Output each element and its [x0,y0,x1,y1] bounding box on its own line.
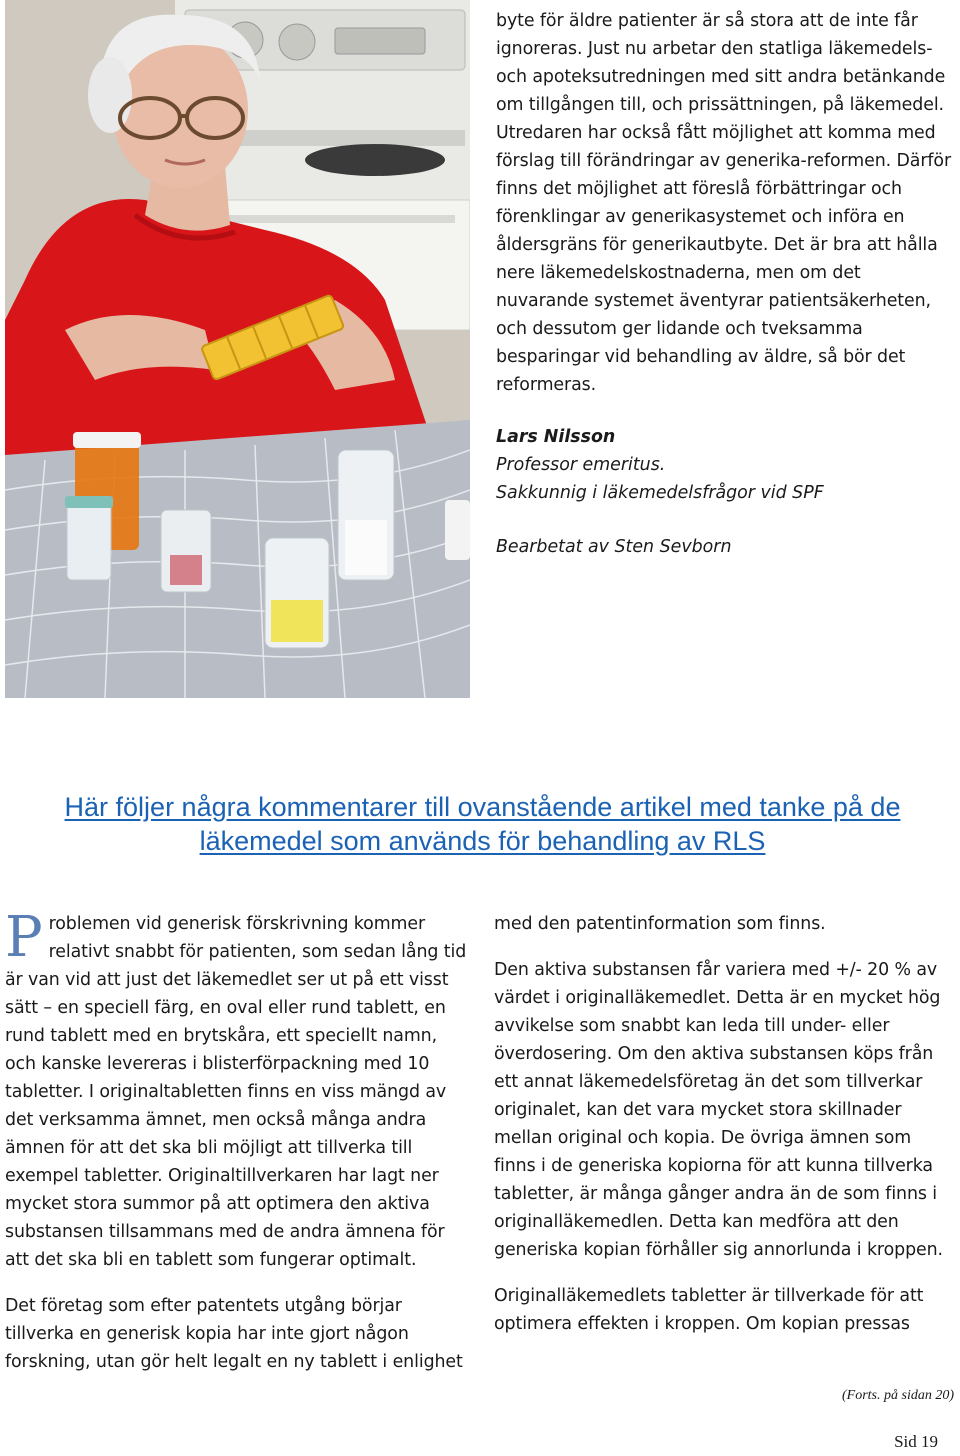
continued-note: (Forts. på sidan 20) [842,1388,954,1403]
left-paragraph-1-text: roblemen vid generisk förskrivning kommer relativt snabbt för patienten, som sedan lång tid är van vid att just det läkemedlet ser ut på ett visst sätt – en speciell färg, en oval eller rund tablett, en rund tablett med en brytskåra, ett speciellt namn, och kanske levereras i blisterförpackning med 10 tabletter. I originaltabletten finns en viss mängd av det verksamma ämnet, men också många andra ämnen för att det ska bli möjligt att tillverka till exempel tabletter. Originaltillverkaren har lagt ner mycket stora summor på att optimera den aktiva substansen tillsammans med de andra ämnena för att det ska bli en tablett som fungerar optimalt. [5,914,467,1270]
left-paragraph-1 [5,905,467,1274]
right-column [494,910,956,1338]
photo-elderly-woman-with-pillbox [5,0,470,698]
author-title: Professor emeritus. [496,455,666,475]
right-paragraph-3: Originalläkemedlets tabletter är tillverkade för att optimera effekten i kroppen. Om kopian pressas [494,1286,924,1334]
right-paragraph-1: med den patentinformation som finns. [494,914,826,934]
author-role: Sakkunnig i läkemedelsfrågor vid SPF [496,483,824,503]
article-paragraph: byte för äldre patienter är så stora att de inte får ignoreras. Just nu arbetar den statliga läkemedels- och apoteksutredningen med sitt andra betänkande om tillgången till, och prissättningen, på läkemedel. Utredaren har också fått möjlighet att komma med förslag till förändringar av generika-reformen. Därför finns det möjlighet att föreslå förbättringar och förenklingar av generikasystemet och införa en åldersgräns för generikautbyte. Det är bra att hålla nere läkemedelskostnaderna, men om det nuvarande systemet äventyrar patientsäkerheten, och dessutom ger lidande och tveksamma besparingar vid behandling av äldre, så bör det reformeras. [496,11,951,395]
page-number: Sid 19 [894,1432,938,1451]
section-heading-line-1: Här följer några kommentarer till ovanstående artikel med tanke på de [64,792,901,822]
drop-cap: P [5,905,43,970]
author-name: Lars Nilsson [496,427,616,447]
left-column [5,905,467,1376]
section-heading [10,790,955,858]
left-paragraph-2: Det företag som efter patentets utgång börjar tillverka en generisk kopia har inte gjort någon forskning, utan gör helt legalt en ny tablett i enlighet [5,1296,463,1372]
article-continuation [496,7,956,561]
edited-by: Bearbetat av Sten Sevborn [496,537,732,557]
section-heading-line-2: läkemedel som används för behandling av RLS [199,826,766,856]
right-paragraph-2: Den aktiva substansen får variera med +/- 20 % av värdet i originalläkemedlet. Detta är en mycket hög avvikelse som snabbt kan leda till under- eller överdosering. Om den aktiva substansen köps från ett annat läkemedelsföretag än det som tillverkar originalet, kan det vara mycket stora skillnader mellan original och kopia. De övriga ämnen som finns i de generiska kopiorna för att kunna tillverka tabletter, är många gånger andra än de som finns i originalläkemedlen. Detta kan medföra att den generiska kopian förhåller sig annorlunda i kroppen. [494,960,943,1260]
